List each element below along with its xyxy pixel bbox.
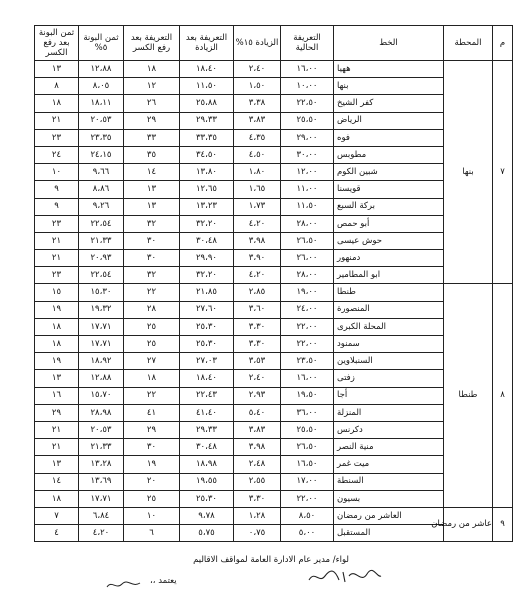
cell-after-increase: ٣٣،٣٥	[180, 129, 234, 146]
tariff-body	[35, 61, 513, 542]
cell-increase: ١،٧٣	[234, 198, 281, 215]
cell-increase: ١،٨٠	[234, 164, 281, 181]
cell-coupon-rounded: ١٣	[35, 456, 79, 473]
cell-after-increase: ١١،٥٠	[180, 78, 234, 95]
cell-coupon: ١٧،٧١	[79, 336, 124, 353]
cell-increase: ٠،٧٥	[234, 525, 281, 542]
cell-line: ههيا	[334, 61, 444, 78]
cell-coupon: ١٢،٨٨	[79, 370, 124, 387]
header-current: التعريفة الحالية	[281, 26, 334, 61]
cell-current: ٢٩،٠٠	[281, 129, 334, 146]
cell-after-rounding: ٣٣	[124, 129, 180, 146]
signatory-title: لواء/ مدير عام الادارة العامة لمواقف الاقاليم	[193, 555, 349, 565]
cell-current: ٢٢،٠٠	[281, 318, 334, 335]
table-row	[35, 456, 513, 473]
cell-line: السنطة	[334, 473, 444, 490]
cell-increase: ٣،٣٨	[234, 95, 281, 112]
table-row	[35, 232, 513, 249]
cell-current: ٥،٠٠	[281, 525, 334, 542]
cell-current: ٢٥،٥٠	[281, 421, 334, 438]
cell-after-increase: ٢٥،٣٠	[180, 318, 234, 335]
cell-line: سمنود	[334, 336, 444, 353]
cell-current: ١١،٥٠	[281, 198, 334, 215]
cell-current: ١٩،٠٠	[281, 284, 334, 301]
table-row	[35, 284, 513, 301]
cell-after-rounding: ٢٢	[124, 284, 180, 301]
cell-line: طنطا	[334, 284, 444, 301]
cell-current: ١٦،٠٠	[281, 61, 334, 78]
cell-increase: ٣،٣٠	[234, 318, 281, 335]
cell-line: المستقبل	[334, 525, 444, 542]
cell-line: دمنهور	[334, 250, 444, 267]
cell-increase: ٣،٨٣	[234, 112, 281, 129]
cell-coupon-rounded: ٢٩	[35, 404, 79, 421]
cell-after-increase: ٩،٧٨	[180, 507, 234, 524]
cell-after-increase: ٣٠،٤٨	[180, 232, 234, 249]
table-row	[35, 181, 513, 198]
cell-increase: ٣،٣٠	[234, 336, 281, 353]
table-row	[35, 78, 513, 95]
cell-increase: ٣،٩٠	[234, 250, 281, 267]
table-row	[35, 250, 513, 267]
cell-coupon: ٦،٨٤	[79, 507, 124, 524]
signature-mark	[305, 566, 385, 588]
header-coupon: ثمن البونة ٥%	[79, 26, 124, 61]
table-row	[35, 353, 513, 370]
table-row	[35, 215, 513, 232]
cell-line: بسيون	[334, 490, 444, 507]
cell-after-increase: ٢٩،٣٣	[180, 112, 234, 129]
table-row	[35, 439, 513, 456]
cell-line: زفتى	[334, 370, 444, 387]
cell-after-rounding: ٣٥	[124, 146, 180, 163]
cell-coupon: ٢٤،١٥	[79, 146, 124, 163]
table-row	[35, 336, 513, 353]
header-after-rounding: التعريفة بعد رفع الكسر	[124, 26, 180, 61]
cell-coupon-rounded: ١٥	[35, 284, 79, 301]
cell-after-rounding: ٣٢	[124, 267, 180, 284]
table-row	[35, 267, 513, 284]
header-line: الخط	[334, 26, 444, 61]
cell-coupon-rounded: ٢١	[35, 232, 79, 249]
cell-coupon-rounded: ٢١	[35, 250, 79, 267]
group-station: عاشر من رمضان	[444, 507, 493, 541]
cell-coupon: ٨،٠٥	[79, 78, 124, 95]
cell-after-increase: ٣٤،٥٠	[180, 146, 234, 163]
cell-coupon-rounded: ١٨	[35, 95, 79, 112]
cell-current: ٢٦،٥٠	[281, 232, 334, 249]
cell-line: المنصورة	[334, 301, 444, 318]
cell-coupon-rounded: ٤	[35, 525, 79, 542]
cell-increase: ٢،٤٠	[234, 61, 281, 78]
cell-coupon-rounded: ٩	[35, 181, 79, 198]
cell-after-rounding: ٣٠	[124, 232, 180, 249]
cell-after-rounding: ٢٠	[124, 473, 180, 490]
cell-line: حوش عيسى	[334, 232, 444, 249]
cell-current: ٢٢،٥٠	[281, 95, 334, 112]
group-number: ٧	[493, 61, 513, 284]
cell-coupon: ٢٢،٥٤	[79, 215, 124, 232]
cell-increase: ٣،٩٨	[234, 439, 281, 456]
cell-increase: ٤،٣٥	[234, 129, 281, 146]
cell-current: ٢٨،٠٠	[281, 267, 334, 284]
cell-after-increase: ١٢،٦٥	[180, 181, 234, 198]
cell-after-rounding: ٢٩	[124, 421, 180, 438]
cell-coupon-rounded: ٢٤	[35, 146, 79, 163]
cell-coupon-rounded: ١٨	[35, 318, 79, 335]
cell-after-increase: ٣٢،٢٠	[180, 267, 234, 284]
cell-after-increase: ٢٥،٣٠	[180, 336, 234, 353]
cell-increase: ٢،٤٠	[234, 370, 281, 387]
cell-increase: ١،٢٨	[234, 507, 281, 524]
header-station: المحطة	[444, 26, 493, 61]
cell-line: ميت غمر	[334, 456, 444, 473]
cell-line: المنزلة	[334, 404, 444, 421]
cell-after-rounding: ٢٢	[124, 387, 180, 404]
cell-current: ٢٤،٠٠	[281, 301, 334, 318]
cell-after-rounding: ٦	[124, 525, 180, 542]
header-row	[35, 26, 513, 61]
cell-coupon-rounded: ١٩	[35, 301, 79, 318]
cell-current: ٣٠،٠٠	[281, 146, 334, 163]
cell-line: قويسنا	[334, 181, 444, 198]
cell-coupon: ١٢،٨٨	[79, 61, 124, 78]
cell-after-increase: ٤١،٤٠	[180, 404, 234, 421]
cell-increase: ١،٥٠	[234, 78, 281, 95]
cell-coupon: ٢٠،٩٣	[79, 250, 124, 267]
cell-increase: ٥،٤٠	[234, 404, 281, 421]
cell-after-increase: ١٨،٤٠	[180, 370, 234, 387]
cell-after-rounding: ٢٥	[124, 318, 180, 335]
cell-coupon-rounded: ٨	[35, 78, 79, 95]
tariff-sheet	[34, 25, 512, 552]
cell-line: شبين الكوم	[334, 164, 444, 181]
cell-increase: ٤،٢٠	[234, 267, 281, 284]
cell-increase: ١،٦٥	[234, 181, 281, 198]
cell-coupon-rounded: ٢١	[35, 421, 79, 438]
cell-coupon: ١٥،٣٠	[79, 284, 124, 301]
cell-after-rounding: ١٣	[124, 198, 180, 215]
cell-line: أبو حمص	[334, 215, 444, 232]
header-coupon-rounded: ثمن البونة بعد رفع الكسر	[35, 26, 79, 61]
cell-after-increase: ٢٩،٩٠	[180, 250, 234, 267]
group-station: طنطا	[444, 284, 493, 507]
table-row	[35, 490, 513, 507]
cell-coupon: ٩،٢٦	[79, 198, 124, 215]
cell-coupon-rounded: ١٨	[35, 490, 79, 507]
table-row	[35, 301, 513, 318]
cell-coupon: ١٨،١١	[79, 95, 124, 112]
cell-coupon: ٢٢،٥٤	[79, 267, 124, 284]
cell-coupon: ٢١،٣٣	[79, 232, 124, 249]
cell-after-increase: ١٣،٨٠	[180, 164, 234, 181]
cell-after-increase: ٢٧،٠٣	[180, 353, 234, 370]
table-row	[35, 507, 513, 524]
cell-current: ٢٦،٠٠	[281, 250, 334, 267]
cell-line: ابو المطامير	[334, 267, 444, 284]
table-row	[35, 61, 513, 78]
group-station: بنها	[444, 61, 493, 284]
cell-line: مطوبس	[334, 146, 444, 163]
cell-line: أجا	[334, 387, 444, 404]
cell-current: ١٧،٠٠	[281, 473, 334, 490]
cell-increase: ٣،٣٠	[234, 490, 281, 507]
cell-after-increase: ٣٢،٢٠	[180, 215, 234, 232]
cell-coupon: ٢٣،٣٥	[79, 129, 124, 146]
cell-coupon: ٢٠،٥٣	[79, 421, 124, 438]
cell-after-increase: ٥،٧٥	[180, 525, 234, 542]
cell-coupon-rounded: ١٩	[35, 353, 79, 370]
cell-increase: ٣،٨٣	[234, 421, 281, 438]
header-after-increase: التعريفة بعد الزيادة	[180, 26, 234, 61]
table-row	[35, 164, 513, 181]
tariff-table	[34, 25, 513, 542]
cell-coupon: ١٧،٧١	[79, 490, 124, 507]
cell-current: ٨،٥٠	[281, 507, 334, 524]
cell-after-rounding: ٤١	[124, 404, 180, 421]
header-m: م	[493, 26, 513, 61]
cell-after-increase: ٢٧،٦٠	[180, 301, 234, 318]
cell-after-rounding: ١٠	[124, 507, 180, 524]
cell-coupon-rounded: ٧	[35, 507, 79, 524]
cell-after-increase: ٢٩،٣٣	[180, 421, 234, 438]
cell-current: ١٦،٥٠	[281, 456, 334, 473]
cell-after-rounding: ١٤	[124, 164, 180, 181]
cell-coupon-rounded: ٢٣	[35, 267, 79, 284]
cell-current: ٢٦،٥٠	[281, 439, 334, 456]
table-row	[35, 129, 513, 146]
table-row	[35, 146, 513, 163]
cell-after-rounding: ٢٨	[124, 301, 180, 318]
cell-increase: ٣،٦٠	[234, 301, 281, 318]
cell-after-rounding: ١٩	[124, 456, 180, 473]
table-row	[35, 404, 513, 421]
cell-coupon: ٢٠،٥٣	[79, 112, 124, 129]
cell-after-increase: ٢٥،٣٠	[180, 490, 234, 507]
cell-coupon: ١٣،٦٩	[79, 473, 124, 490]
cell-coupon: ١٥،٧٠	[79, 387, 124, 404]
table-row	[35, 112, 513, 129]
cell-line: بنها	[334, 78, 444, 95]
cell-after-increase: ١٩،٥٥	[180, 473, 234, 490]
cell-line: كفر الشيخ	[334, 95, 444, 112]
cell-increase: ٣،٥٣	[234, 353, 281, 370]
cell-coupon: ٤،٢٠	[79, 525, 124, 542]
cell-line: دكرنس	[334, 421, 444, 438]
cell-after-increase: ٢٢،٤٣	[180, 387, 234, 404]
cell-coupon: ١٩،٣٢	[79, 301, 124, 318]
cell-coupon: ٢١،٣٣	[79, 439, 124, 456]
cell-current: ١٢،٠٠	[281, 164, 334, 181]
cell-line: منية النصر	[334, 439, 444, 456]
cell-current: ١٠،٠٠	[281, 78, 334, 95]
cell-coupon-rounded: ١٦	[35, 387, 79, 404]
cell-line: الرياض	[334, 112, 444, 129]
cell-current: ١١،٠٠	[281, 181, 334, 198]
cell-increase: ٣،٩٨	[234, 232, 281, 249]
cell-coupon: ٩،٦٦	[79, 164, 124, 181]
cell-increase: ٢،٩٣	[234, 387, 281, 404]
group-number: ٨	[493, 284, 513, 507]
cell-coupon-rounded: ١٤	[35, 473, 79, 490]
cell-after-rounding: ١٨	[124, 61, 180, 78]
cell-coupon-rounded: ٢١	[35, 439, 79, 456]
table-row	[35, 473, 513, 490]
header-increase: الزيادة ١٥%	[234, 26, 281, 61]
approved-label: يعتمد ،،	[150, 576, 177, 586]
cell-increase: ٢،٨٥	[234, 284, 281, 301]
cell-current: ٣٦،٠٠	[281, 404, 334, 421]
cell-coupon: ٨،٨٦	[79, 181, 124, 198]
table-row	[35, 421, 513, 438]
cell-line: العاشر من رمضان	[334, 507, 444, 524]
cell-after-rounding: ١٢	[124, 78, 180, 95]
cell-increase: ٤،٥٠	[234, 146, 281, 163]
cell-coupon-rounded: ١٣	[35, 61, 79, 78]
cell-line: بركة السبع	[334, 198, 444, 215]
cell-after-rounding: ٣٠	[124, 439, 180, 456]
cell-coupon-rounded: ٢٣	[35, 129, 79, 146]
cell-after-increase: ٣٠،٤٨	[180, 439, 234, 456]
cell-coupon: ١٨،٩٢	[79, 353, 124, 370]
cell-coupon-rounded: ١٣	[35, 370, 79, 387]
cell-coupon-rounded: ١٠	[35, 164, 79, 181]
cell-after-rounding: ٢٧	[124, 353, 180, 370]
cell-after-increase: ٢١،٨٥	[180, 284, 234, 301]
cell-coupon: ١٧،٧١	[79, 318, 124, 335]
cell-coupon-rounded: ٢١	[35, 112, 79, 129]
cell-coupon: ١٣،٢٨	[79, 456, 124, 473]
cell-current: ٢٢،٠٠	[281, 336, 334, 353]
cell-after-rounding: ٢٦	[124, 95, 180, 112]
table-row	[35, 370, 513, 387]
cell-coupon-rounded: ٢٣	[35, 215, 79, 232]
approval-signature	[104, 578, 144, 591]
cell-after-rounding: ٢٥	[124, 490, 180, 507]
cell-current: ١٦،٠٠	[281, 370, 334, 387]
cell-after-rounding: ٣٢	[124, 215, 180, 232]
cell-current: ٢٨،٠٠	[281, 215, 334, 232]
cell-line: المحلة الكبرى	[334, 318, 444, 335]
cell-after-increase: ١٣،٢٣	[180, 198, 234, 215]
cell-after-rounding: ٣٠	[124, 250, 180, 267]
table-row	[35, 318, 513, 335]
cell-after-increase: ٢٥،٨٨	[180, 95, 234, 112]
cell-current: ٢٢،٠٠	[281, 490, 334, 507]
table-row	[35, 198, 513, 215]
table-row	[35, 387, 513, 404]
cell-current: ١٩،٥٠	[281, 387, 334, 404]
group-number: ٩	[493, 507, 513, 541]
cell-after-rounding: ١٣	[124, 181, 180, 198]
cell-coupon: ٢٨،٩٨	[79, 404, 124, 421]
cell-after-rounding: ٢٩	[124, 112, 180, 129]
cell-increase: ٢،٤٨	[234, 456, 281, 473]
cell-current: ٢٥،٥٠	[281, 112, 334, 129]
cell-after-increase: ١٨،٩٨	[180, 456, 234, 473]
cell-line: السنبلاوين	[334, 353, 444, 370]
cell-after-rounding: ١٨	[124, 370, 180, 387]
cell-increase: ٢،٥٥	[234, 473, 281, 490]
cell-after-increase: ١٨،٤٠	[180, 61, 234, 78]
cell-current: ٢٣،٥٠	[281, 353, 334, 370]
cell-increase: ٤،٢٠	[234, 215, 281, 232]
cell-coupon-rounded: ٩	[35, 198, 79, 215]
cell-coupon-rounded: ١٨	[35, 336, 79, 353]
cell-after-rounding: ٢٥	[124, 336, 180, 353]
table-row	[35, 95, 513, 112]
cell-line: فوه	[334, 129, 444, 146]
